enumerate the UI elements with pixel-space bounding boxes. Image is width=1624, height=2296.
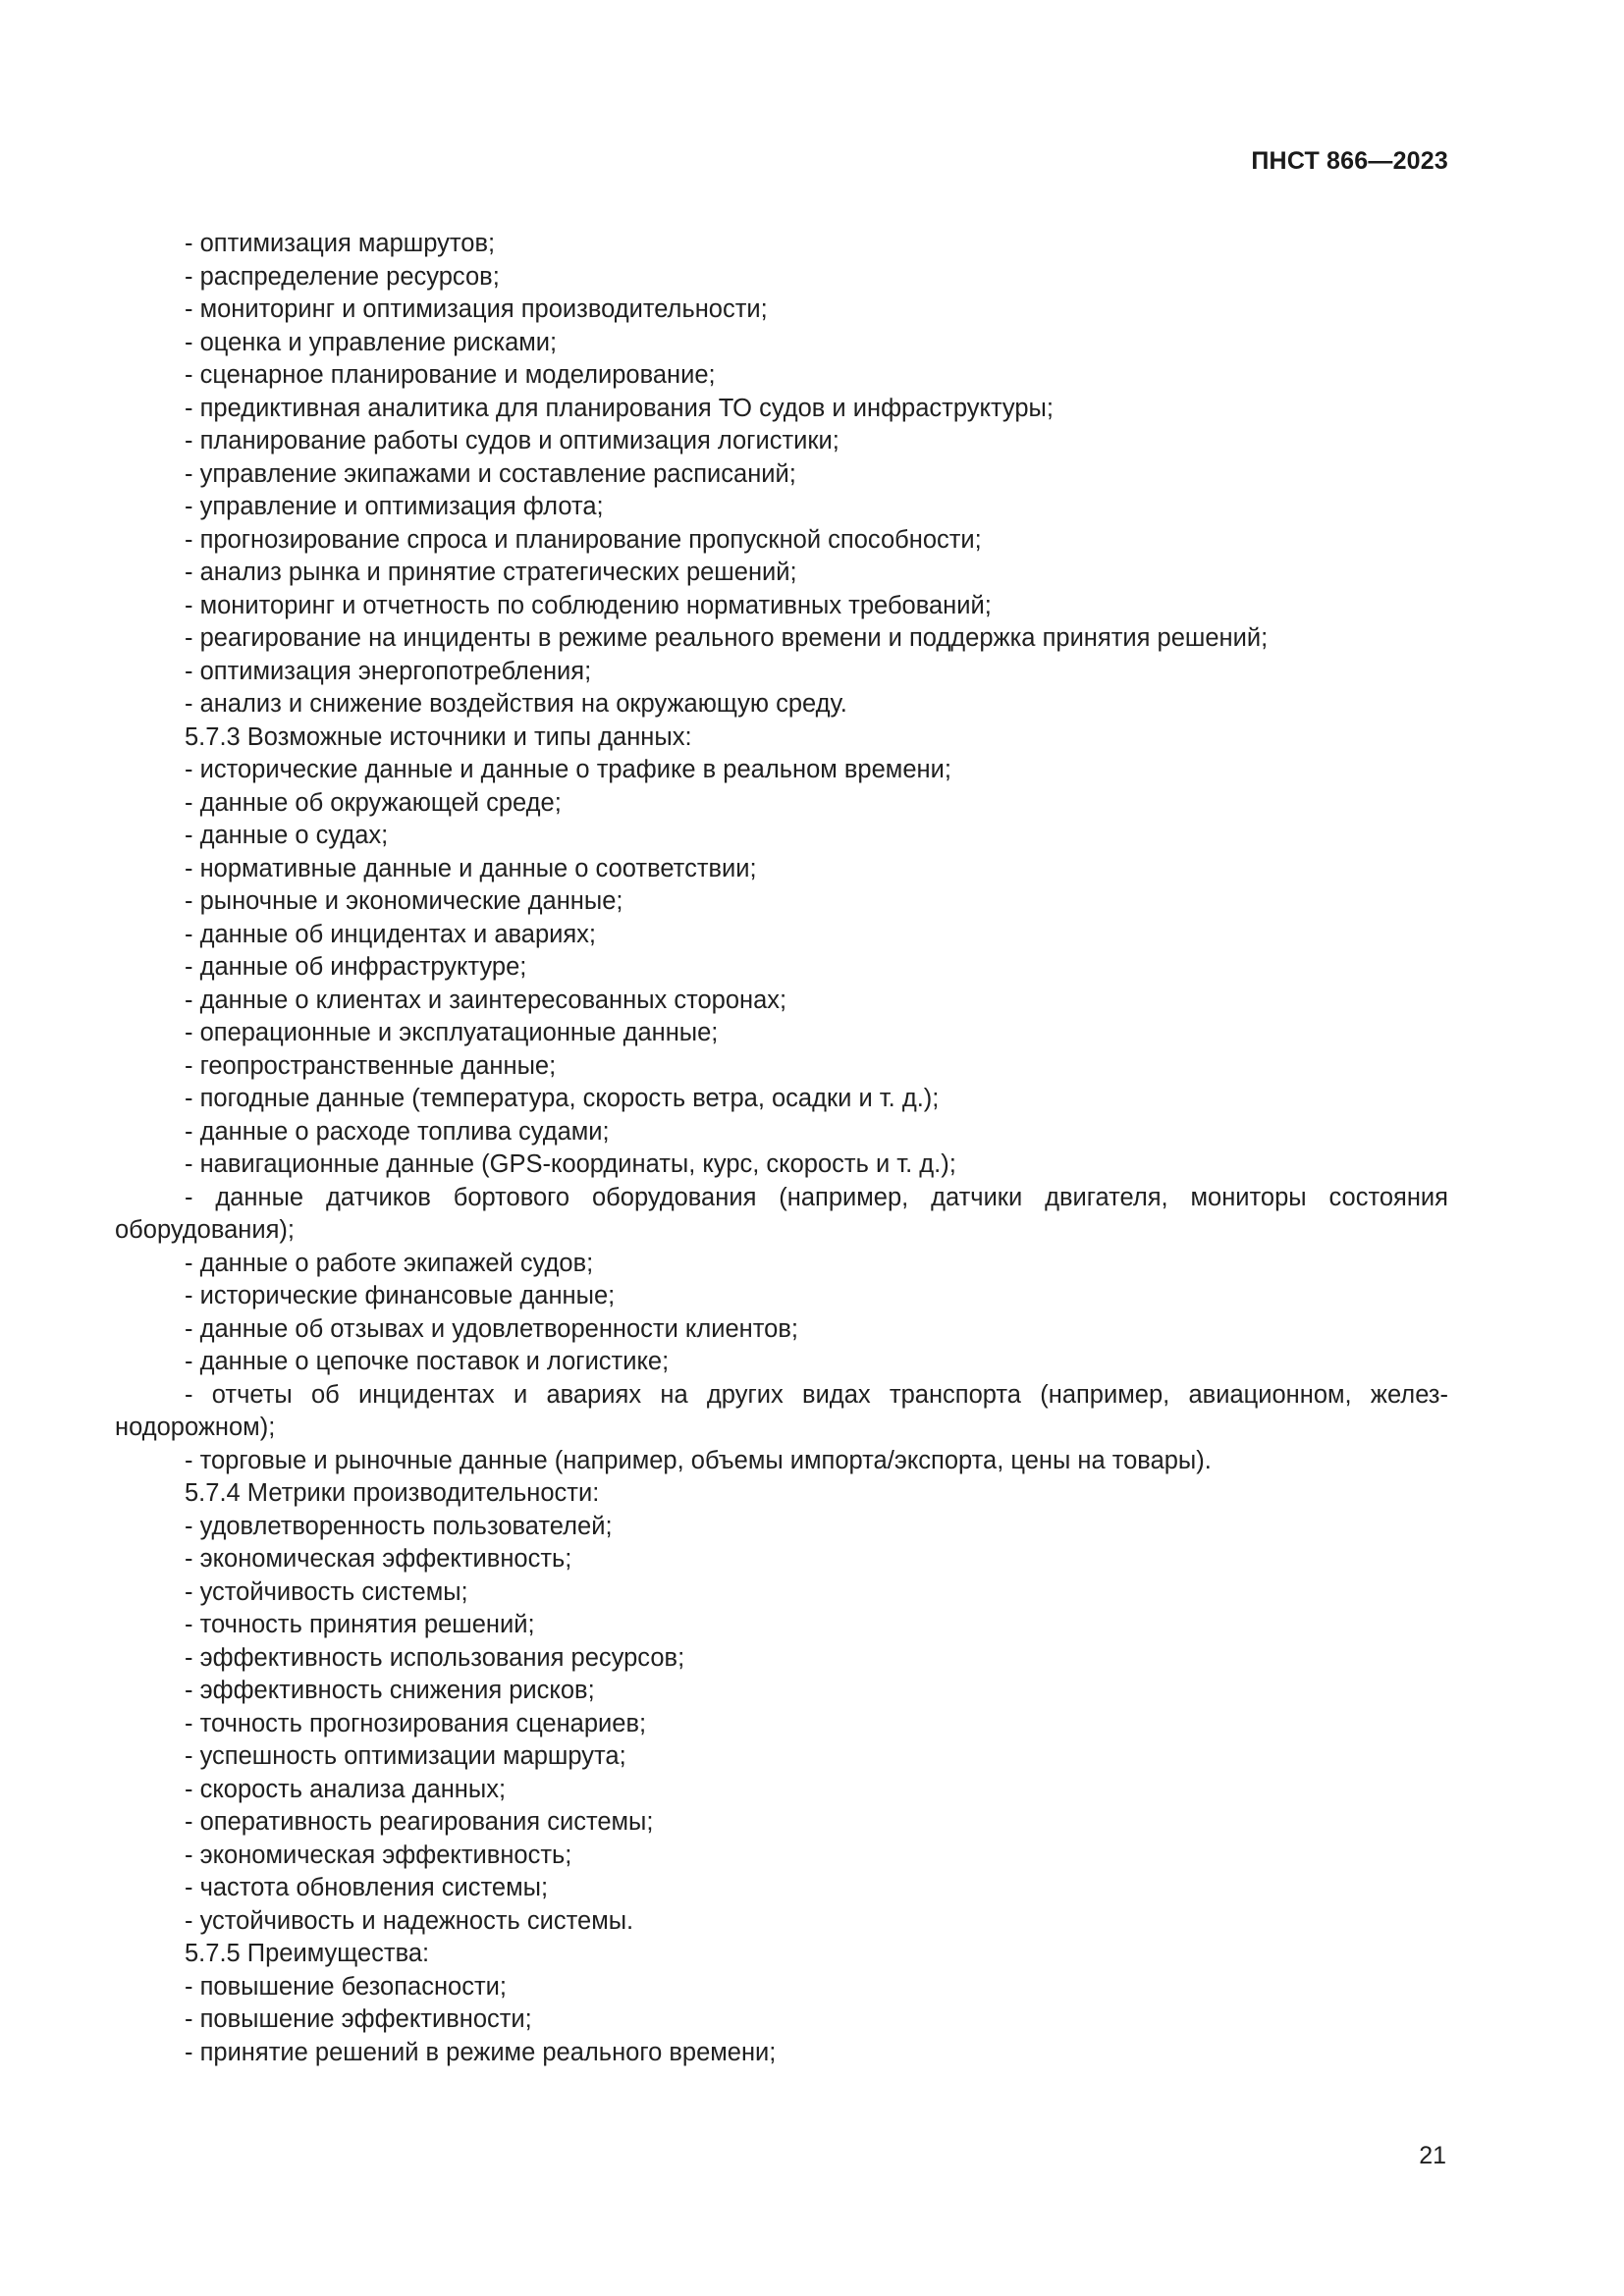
list-item: - оптимизация маршрутов; xyxy=(185,230,496,257)
list-item: - погодные данные (температура, скорость ветра, осадки и т. д.); xyxy=(185,1085,940,1112)
list-item: - сценарное планирование и моделирование; xyxy=(185,361,716,389)
section-heading: 5.7.5 Преимущества: xyxy=(185,1940,430,1967)
list-item: - рыночные и экономические данные; xyxy=(185,887,623,915)
page-number: 21 xyxy=(1419,2142,1446,2169)
list-item: - успешность оптимизации маршрута; xyxy=(185,1742,626,1770)
list-item: - скорость анализа данных; xyxy=(185,1775,507,1803)
list-item: - данные об инфраструктуре; xyxy=(185,953,527,981)
list-item: - планирование работы судов и оптимизация логистики; xyxy=(185,427,839,454)
list-item: - данные о клиентах и заинтересованных сторонах; xyxy=(185,986,787,1014)
list-item: - исторические данные и данные о трафике в реальном времени; xyxy=(185,756,951,783)
list-item: - данные о работе экипажей судов; xyxy=(185,1249,594,1277)
list-item: - реагирование на инциденты в режиме реального времени и поддержка принятия решений; xyxy=(185,624,1269,652)
list-paragraph: - отчеты об инцидентах и авариях на других видах транспорта (например, авиационном, желез-нодорожном); xyxy=(115,1380,1448,1441)
list-item: - удовлетворенность пользователей; xyxy=(185,1512,613,1540)
list-item: - управление и оптимизация флота; xyxy=(185,493,604,520)
list-item: - данные о расходе топлива судами; xyxy=(185,1117,610,1146)
list-item: - данные об отзывах и удовлетворенности клиентов; xyxy=(185,1314,798,1343)
list-item: - нормативные данные и данные о соответствии; xyxy=(185,854,757,882)
section-heading: 5.7.4 Метрики производительности: xyxy=(185,1479,600,1507)
document-code-header: ПНСТ 866—2023 xyxy=(1251,147,1448,175)
list-item: - исторические финансовые данные; xyxy=(185,1282,616,1309)
list-item: - торговые и рыночные данные (например, объемы импорта/экспорта, цены на товары). xyxy=(185,1446,1212,1474)
list-item: - распределение ресурсов; xyxy=(185,262,500,291)
list-item: - повышение эффективности; xyxy=(185,2005,532,2033)
document-body xyxy=(115,228,1448,2069)
list-item: - данные о судах; xyxy=(185,822,389,849)
list-item: - принятие решений в режиме реального времени; xyxy=(185,2038,777,2066)
list-paragraph: - данные датчиков бортового оборудования (например, датчики двигателя, мониторы состояния оборудования); xyxy=(115,1183,1448,1244)
list-item: - эффективность снижения рисков; xyxy=(185,1677,595,1704)
list-item: - точность прогнозирования сценариев; xyxy=(185,1709,647,1737)
section-heading: 5.7.3 Возможные источники и типы данных: xyxy=(185,722,692,751)
list-item: - частота обновления системы; xyxy=(185,1874,549,1901)
list-item: - мониторинг и оптимизация производительности; xyxy=(185,295,768,323)
list-item: - данные об инцидентах и авариях; xyxy=(185,920,597,948)
list-item: - устойчивость системы; xyxy=(185,1577,468,1606)
list-item: - операционные и эксплуатационные данные; xyxy=(185,1019,719,1046)
list-item: - управление экипажами и составление расписаний; xyxy=(185,459,796,488)
list-item: - данные об окружающей среде; xyxy=(185,788,562,817)
list-item: - анализ и снижение воздействия на окружающую среду. xyxy=(185,690,847,718)
list-item: - оптимизация энергопотребления; xyxy=(185,657,592,685)
list-item: - прогнозирование спроса и планирование пропускной способности; xyxy=(185,525,982,554)
list-item: - повышение безопасности; xyxy=(185,1972,507,2001)
list-item: - данные о цепочке поставок и логистике; xyxy=(185,1348,670,1375)
list-item: - эффективность использования ресурсов; xyxy=(185,1643,685,1672)
list-item: - геопространственные данные; xyxy=(185,1051,557,1080)
list-item: - экономическая эффективность; xyxy=(185,1545,572,1573)
list-item: - экономическая эффективность; xyxy=(185,1841,572,1869)
list-item: - точность принятия решений; xyxy=(185,1611,535,1638)
list-item: - анализ рынка и принятие стратегических решений; xyxy=(185,559,797,586)
list-item: - оценка и управление рисками; xyxy=(185,328,558,356)
list-item: - навигационные данные (GPS-координаты, курс, скорость и т. д.); xyxy=(185,1150,956,1178)
list-item: - мониторинг и отчетность по соблюдению нормативных требований; xyxy=(185,591,992,619)
list-item: - оперативность реагирования системы; xyxy=(185,1808,654,1836)
list-item: - устойчивость и надежность системы. xyxy=(185,1906,634,1935)
list-item: - предиктивная аналитика для планирования ТО судов и инфраструктуры; xyxy=(185,394,1054,422)
